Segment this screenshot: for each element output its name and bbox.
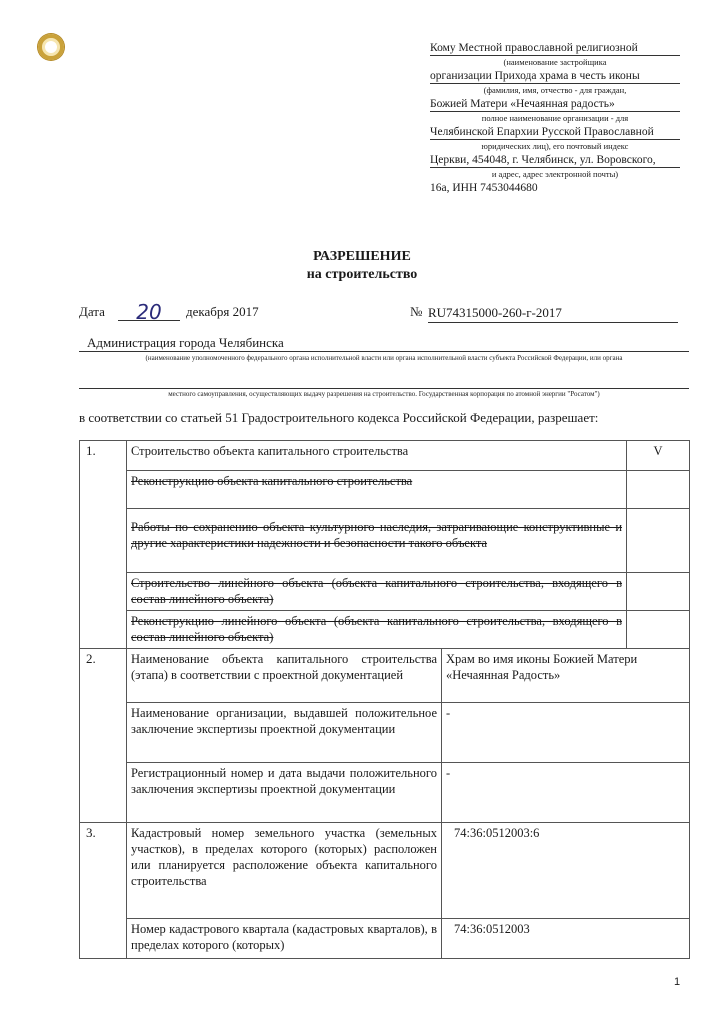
table-row bbox=[80, 573, 690, 611]
section-number: 1. bbox=[80, 441, 127, 649]
work-type-cell: Реконструкцию объекта капитального строительства bbox=[127, 471, 627, 509]
work-type-cell: Реконструкцию линейного объекта (объекта капитального строительства, входящего в состав линейного объекта) bbox=[127, 611, 627, 649]
addressee-line-2: организации Прихода храма в честь иконы bbox=[430, 70, 680, 84]
work-type-cell: Строительство объекта капитального строительства bbox=[127, 441, 627, 471]
field-value: - bbox=[442, 763, 690, 823]
document-title: РАЗРЕШЕНИЕ bbox=[313, 249, 411, 264]
addressee-caption-2: (фамилия, имя, отчество - для граждан, bbox=[483, 85, 627, 95]
issuer-extra-line bbox=[79, 374, 689, 389]
addressee-caption-3: полное наименование организации - для bbox=[481, 113, 629, 123]
field-label: Регистрационный номер и дата выдачи положительного заключения экспертизы проектной документации bbox=[127, 763, 442, 823]
field-value: - bbox=[442, 703, 690, 763]
table-row bbox=[80, 471, 690, 509]
field-label: Номер кадастрового квартала (кадастровых кварталов), в пределах которого (которых) bbox=[127, 919, 442, 959]
table-row bbox=[80, 919, 690, 959]
issuer-caption-1: (наименование уполномоченного федерального органа исполнительной власти или органа исполнительной власти субъекта Российской Федерации, или органа bbox=[145, 354, 623, 362]
work-type-cell: Работы по сохранению объекта культурного наследия, затрагивающие конструктивные и другие характеристики надежности и безопасности такого объекта bbox=[127, 509, 627, 573]
section-number: 3. bbox=[80, 823, 127, 959]
permit-number-label: № bbox=[410, 304, 423, 319]
table-row bbox=[80, 763, 690, 823]
addressee-line-1: Кому Местной православной религиозной bbox=[430, 42, 680, 56]
field-label: Наименование организации, выдавшей положительное заключение экспертизы проектной документации bbox=[127, 703, 442, 763]
date-label: Дата bbox=[79, 304, 105, 319]
table-row bbox=[80, 611, 690, 649]
addressee-line-3: Божией Матери «Нечаянная радость» bbox=[430, 98, 680, 112]
addressee-caption-4: юридических лиц), его почтовый индекс bbox=[481, 141, 629, 151]
check-mark bbox=[627, 611, 690, 649]
check-mark bbox=[627, 509, 690, 573]
table-row bbox=[80, 823, 690, 919]
addressee-tail: 16а, ИНН 7453044680 bbox=[430, 182, 538, 194]
issuer-caption-2: местного самоуправления, осуществляющих выдачу разрешения на строительство. Государственная корпорация по атомной энергии "Росатом") bbox=[168, 390, 600, 398]
addressee-line-4: Челябинской Епархии Русской Православной bbox=[430, 126, 680, 140]
table-row bbox=[80, 649, 690, 703]
field-value: 74:36:0512003 bbox=[442, 919, 690, 959]
check-mark bbox=[627, 471, 690, 509]
table-row bbox=[80, 703, 690, 763]
addressee-line-5: Церкви, 454048, г. Челябинск, ул. Воровского, bbox=[430, 154, 680, 168]
section-number: 2. bbox=[80, 649, 127, 823]
check-mark: V bbox=[627, 441, 690, 471]
date-month-year: декабря 2017 bbox=[186, 304, 259, 319]
check-mark bbox=[627, 573, 690, 611]
work-type-cell: Строительство линейного объекта (объекта капитального строительства, входящего в состав линейного объекта) bbox=[127, 573, 627, 611]
field-value: 74:36:0512003:6 bbox=[442, 823, 690, 919]
issuer-name: Администрация города Челябинска bbox=[79, 334, 689, 352]
date-day-handwritten: 20 bbox=[136, 300, 162, 324]
seal-logo-icon bbox=[38, 34, 64, 60]
field-value: Храм во имя иконы Божией Матери «Нечаянная Радость» bbox=[442, 649, 690, 703]
document-subtitle: на строительство bbox=[306, 267, 418, 282]
permit-number: RU74315000-260-г-2017 bbox=[428, 304, 678, 323]
table-row bbox=[80, 509, 690, 573]
addressee-caption-1: (наименование застройщика bbox=[503, 57, 607, 67]
field-label: Наименование объекта капитального строительства (этапа) в соответствии с проектной документацией bbox=[127, 649, 442, 703]
field-label: Кадастровый номер земельного участка (земельных участков), в пределах которого (которых) расположен или планируется расположение объекта капитального строительства bbox=[127, 823, 442, 919]
date-day-field bbox=[118, 300, 180, 324]
table-row bbox=[80, 441, 690, 471]
addressee-caption-5: и адрес, адрес электронной почты) bbox=[491, 169, 619, 179]
intro-text: в соответствии со статьей 51 Градостроительного кодекса Российской Федерации, разрешает: bbox=[79, 410, 599, 425]
page-number: 1 bbox=[674, 976, 681, 988]
permit-table bbox=[79, 440, 690, 959]
